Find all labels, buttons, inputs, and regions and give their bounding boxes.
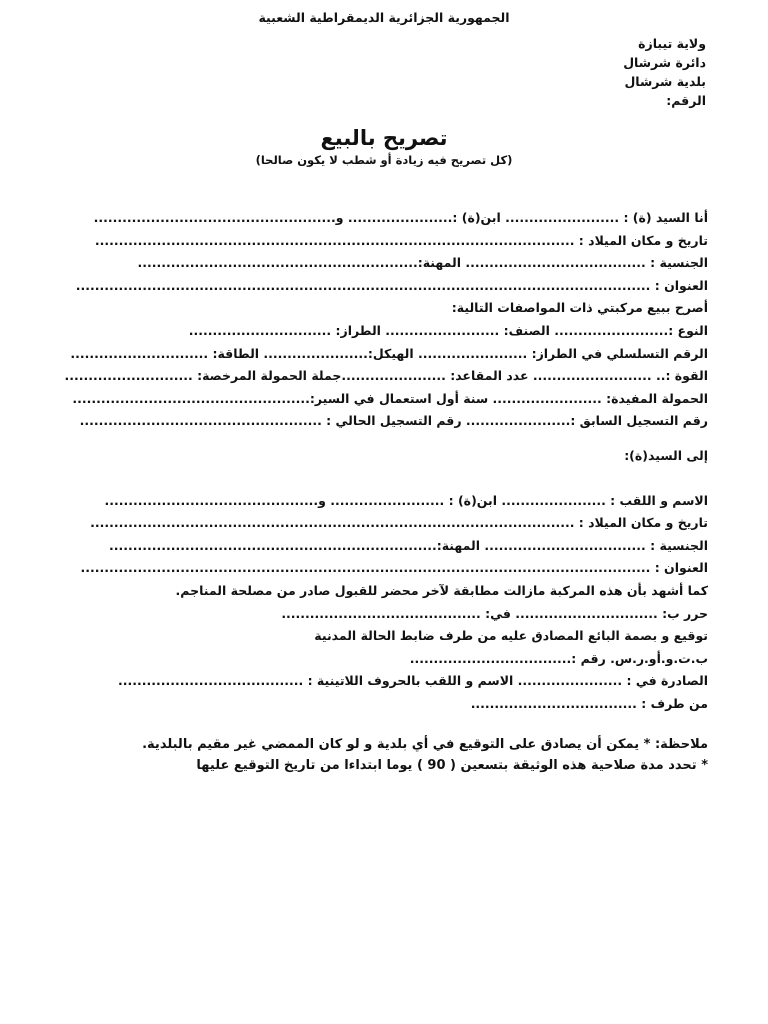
conformity-statement: كما أشهد بأن هذه المركبة مازالت مطابقة لآخر محضر للقبول صادر من مصلحة المناجم.: [175, 582, 708, 598]
seller-name-field[interactable]: أنا السيد (ة) : ........................ ابن(ة) :...................... و...................................................: [93, 210, 708, 225]
signature-instruction: توقيع و بصمة البائع المصادق عليه من طرف ضابط الحالة المدنية: [314, 628, 708, 644]
document-title: تصريح بالبيع: [320, 126, 448, 150]
baladiya-label: بلدية شرشال: [624, 74, 706, 89]
vehicle-load-field[interactable]: الحمولة المفيدة: ....................... سنة أول استعمال في السير:..................................................: [72, 390, 708, 406]
buyer-address-field[interactable]: العنوان : ........................................................................................................................: [80, 560, 708, 576]
buyer-heading: إلى السيد(ة):: [624, 447, 708, 463]
seller-nationality-field[interactable]: الجنسية : ...................................... المهنة:...........................................................: [137, 255, 708, 271]
buyer-name-field[interactable]: الاسم و اللقب : ...................... ابن(ة) : ........................ و.............................................: [104, 492, 708, 508]
issued-at-field[interactable]: حرر ب: .............................. في: ..........................................: [281, 605, 708, 621]
vehicle-power-field[interactable]: القوة :.. ......................... عدد المقاعد: ......................جملة الحمولة المرخصة: ...........................: [64, 368, 708, 384]
seller-birth-field[interactable]: تاريخ و مكان الميلاد : .....................................................................................................: [94, 232, 708, 248]
note-line-2: * تحدد مدة صلاحية هذه الوثيقة بتسعين ( 90 ) يوما ابتداءا من تاريخ التوقيع عليها: [196, 758, 708, 773]
administration-block: [623, 34, 706, 110]
notes-section: [48, 734, 708, 776]
seller-section: [56, 207, 708, 715]
vehicle-serial-field[interactable]: الرقم التسلسلي في الطراز: ....................... الهيكل:...................... الطاقة: .............................: [70, 345, 708, 361]
wilaya-label: ولاية تيبازة: [638, 36, 706, 51]
republic-header: الجمهورية الجزائرية الديمقراطية الشعبية: [258, 10, 510, 25]
daira-label: دائرة شرشال: [623, 55, 706, 70]
seller-address-field[interactable]: العنوان : .........................................................................................................................: [75, 277, 708, 293]
vehicle-type-field[interactable]: النوع :........................ الصنف: ........................ الطراز: ..............................: [188, 322, 708, 338]
buyer-nationality-field[interactable]: الجنسية : .................................. المهنة:.....................................................................: [109, 537, 708, 553]
vehicle-registration-field[interactable]: رقم التسجيل السابق :...................... رقم التسجيل الحالي : ...................................................: [79, 413, 708, 429]
reference-number-label: الرقم:: [666, 93, 706, 108]
issued-by-field[interactable]: من طرف : ...................................: [470, 695, 708, 711]
id-number-field[interactable]: ب.ت.و.أو.ر.س. رقم :..................................: [409, 650, 708, 666]
issued-on-field[interactable]: الصادرة في : ...................... الاسم و اللقب بالحروف اللاتينية : .......................................: [118, 673, 708, 689]
buyer-birth-field[interactable]: تاريخ و مكان الميلاد : ......................................................................................................: [90, 515, 708, 531]
document-subtitle: (كل تصريح فيه زيادة أو شطب لا يكون صالحا): [255, 153, 513, 167]
sale-declaration-text: أصرح ببيع مركبتي ذات المواصفات التالية:: [451, 300, 708, 316]
note-line-1: ملاحظة: * يمكن أن يصادق على التوقيع في أي بلدية و لو كان الممضي غير مقيم بالبلدية.: [142, 737, 708, 752]
